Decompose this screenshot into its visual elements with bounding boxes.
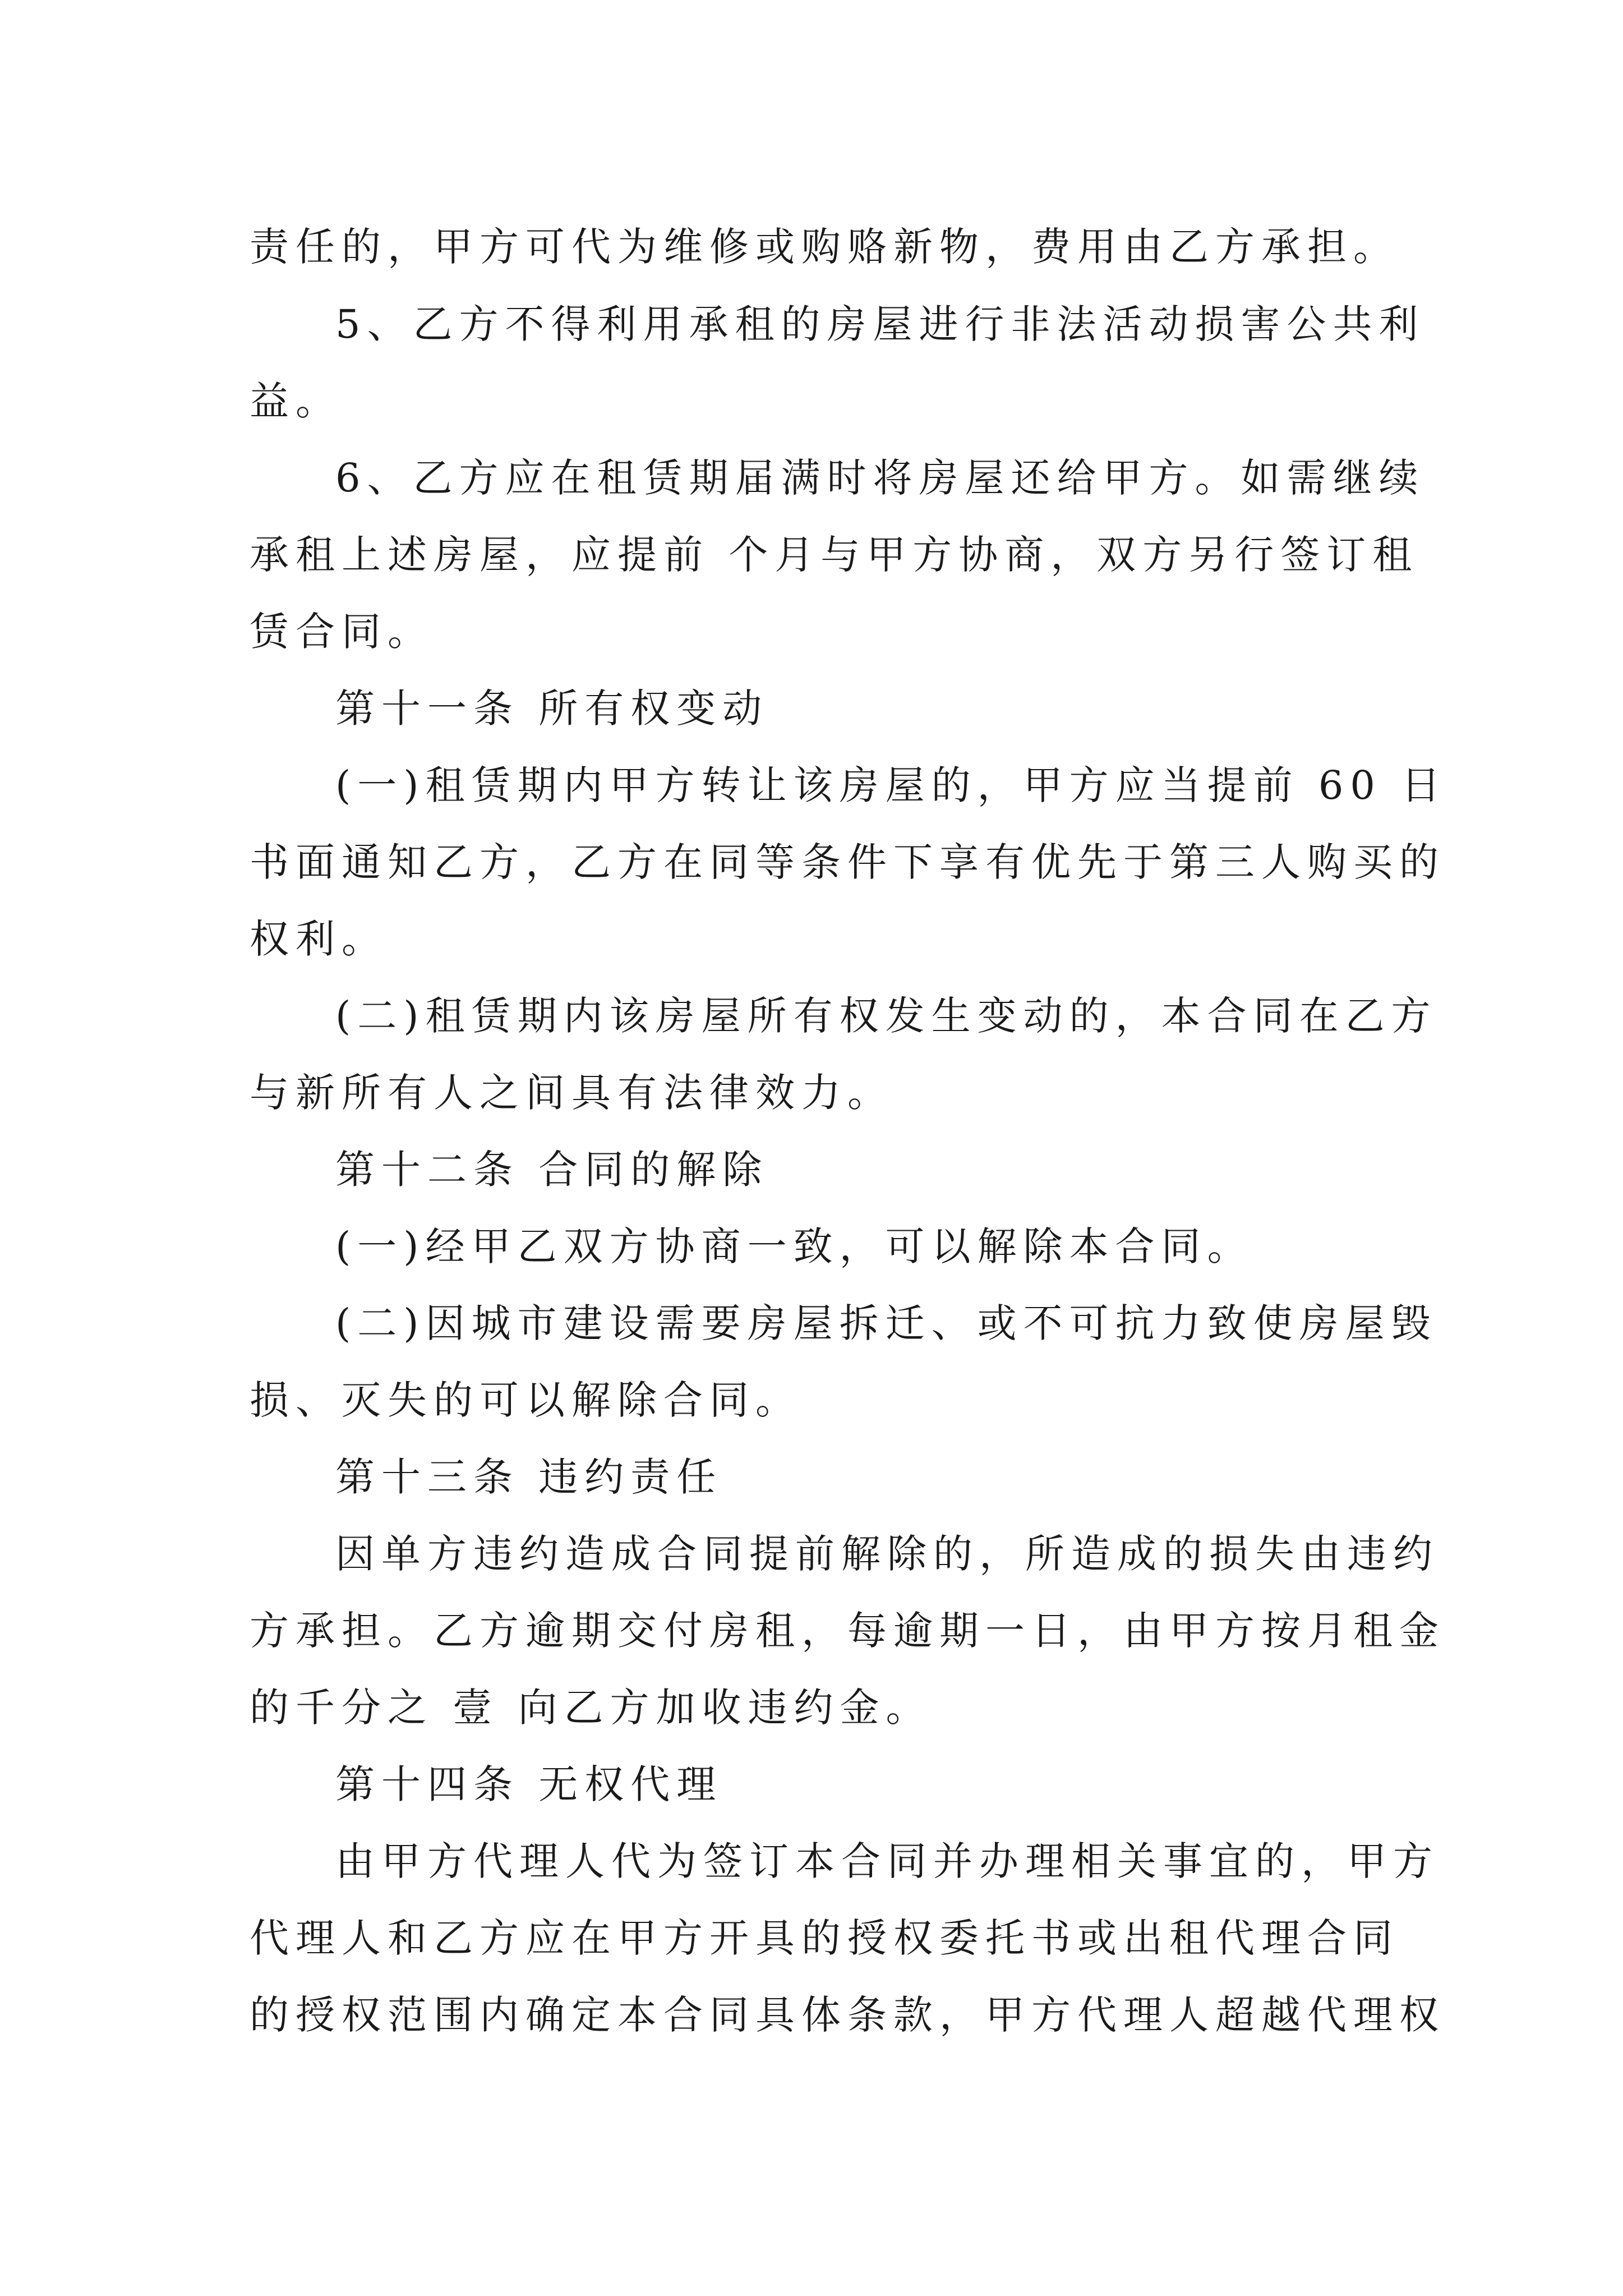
text-line: 损、灭失的可以解除合同。 [250, 1377, 801, 1423]
section-heading: 第十三条 违约责任 [335, 1454, 723, 1500]
text-line: 因单方违约造成合同提前解除的，所造成的损失由违约 [335, 1531, 1439, 1577]
text-line: 由甲方代理人代为签订本合同并办理相关事宜的，甲方 [335, 1838, 1439, 1884]
text-line: 方承担。乙方逾期交付房租，每逾期一日，由甲方按月租金 [250, 1608, 1445, 1654]
text-line: 权利。 [250, 916, 388, 962]
text-line: 5、乙方不得利用承租的房屋进行非法活动损害公共利 [335, 301, 1425, 347]
text-line: 6、乙方应在租赁期届满时将房屋还给甲方。如需继续 [335, 455, 1425, 501]
text-line: (二)租赁期内该房屋所有权发生变动的，本合同在乙方 [335, 993, 1437, 1039]
section-heading: 第十四条 无权代理 [335, 1761, 723, 1807]
text-line: 益。 [250, 378, 342, 424]
section-heading: 第十一条 所有权变动 [335, 685, 769, 731]
text-line: 的授权范围内确定本合同具体条款，甲方代理人超越代理权 [250, 1992, 1445, 2038]
section-heading: 第十二条 合同的解除 [335, 1147, 769, 1193]
text-line: 承租上述房屋，应提前 个月与甲方协商，双方另行签订租 [250, 532, 1419, 578]
text-line: (一)经甲乙双方协商一致，可以解除本合同。 [335, 1223, 1253, 1269]
text-line: (一)租赁期内甲方转让该房屋的，甲方应当提前 60 日 [335, 762, 1447, 808]
text-line: 与新所有人之间具有法律效力。 [250, 1070, 893, 1116]
text-line: 代理人和乙方应在甲方开具的授权委托书或出租代理合同 [250, 1915, 1399, 1961]
text-line: 赁合同。 [250, 609, 434, 655]
text-line: 责任的，甲方可代为维修或购赂新物，费用由乙方承担。 [250, 224, 1399, 270]
text-line: 书面通知乙方，乙方在同等条件下享有优先于第三人购买的 [250, 839, 1445, 885]
text-line: (二)因城市建设需要房屋拆迁、或不可抗力致使房屋毁 [335, 1300, 1437, 1346]
text-line: 的千分之 壹 向乙方加收违约金。 [250, 1685, 932, 1731]
